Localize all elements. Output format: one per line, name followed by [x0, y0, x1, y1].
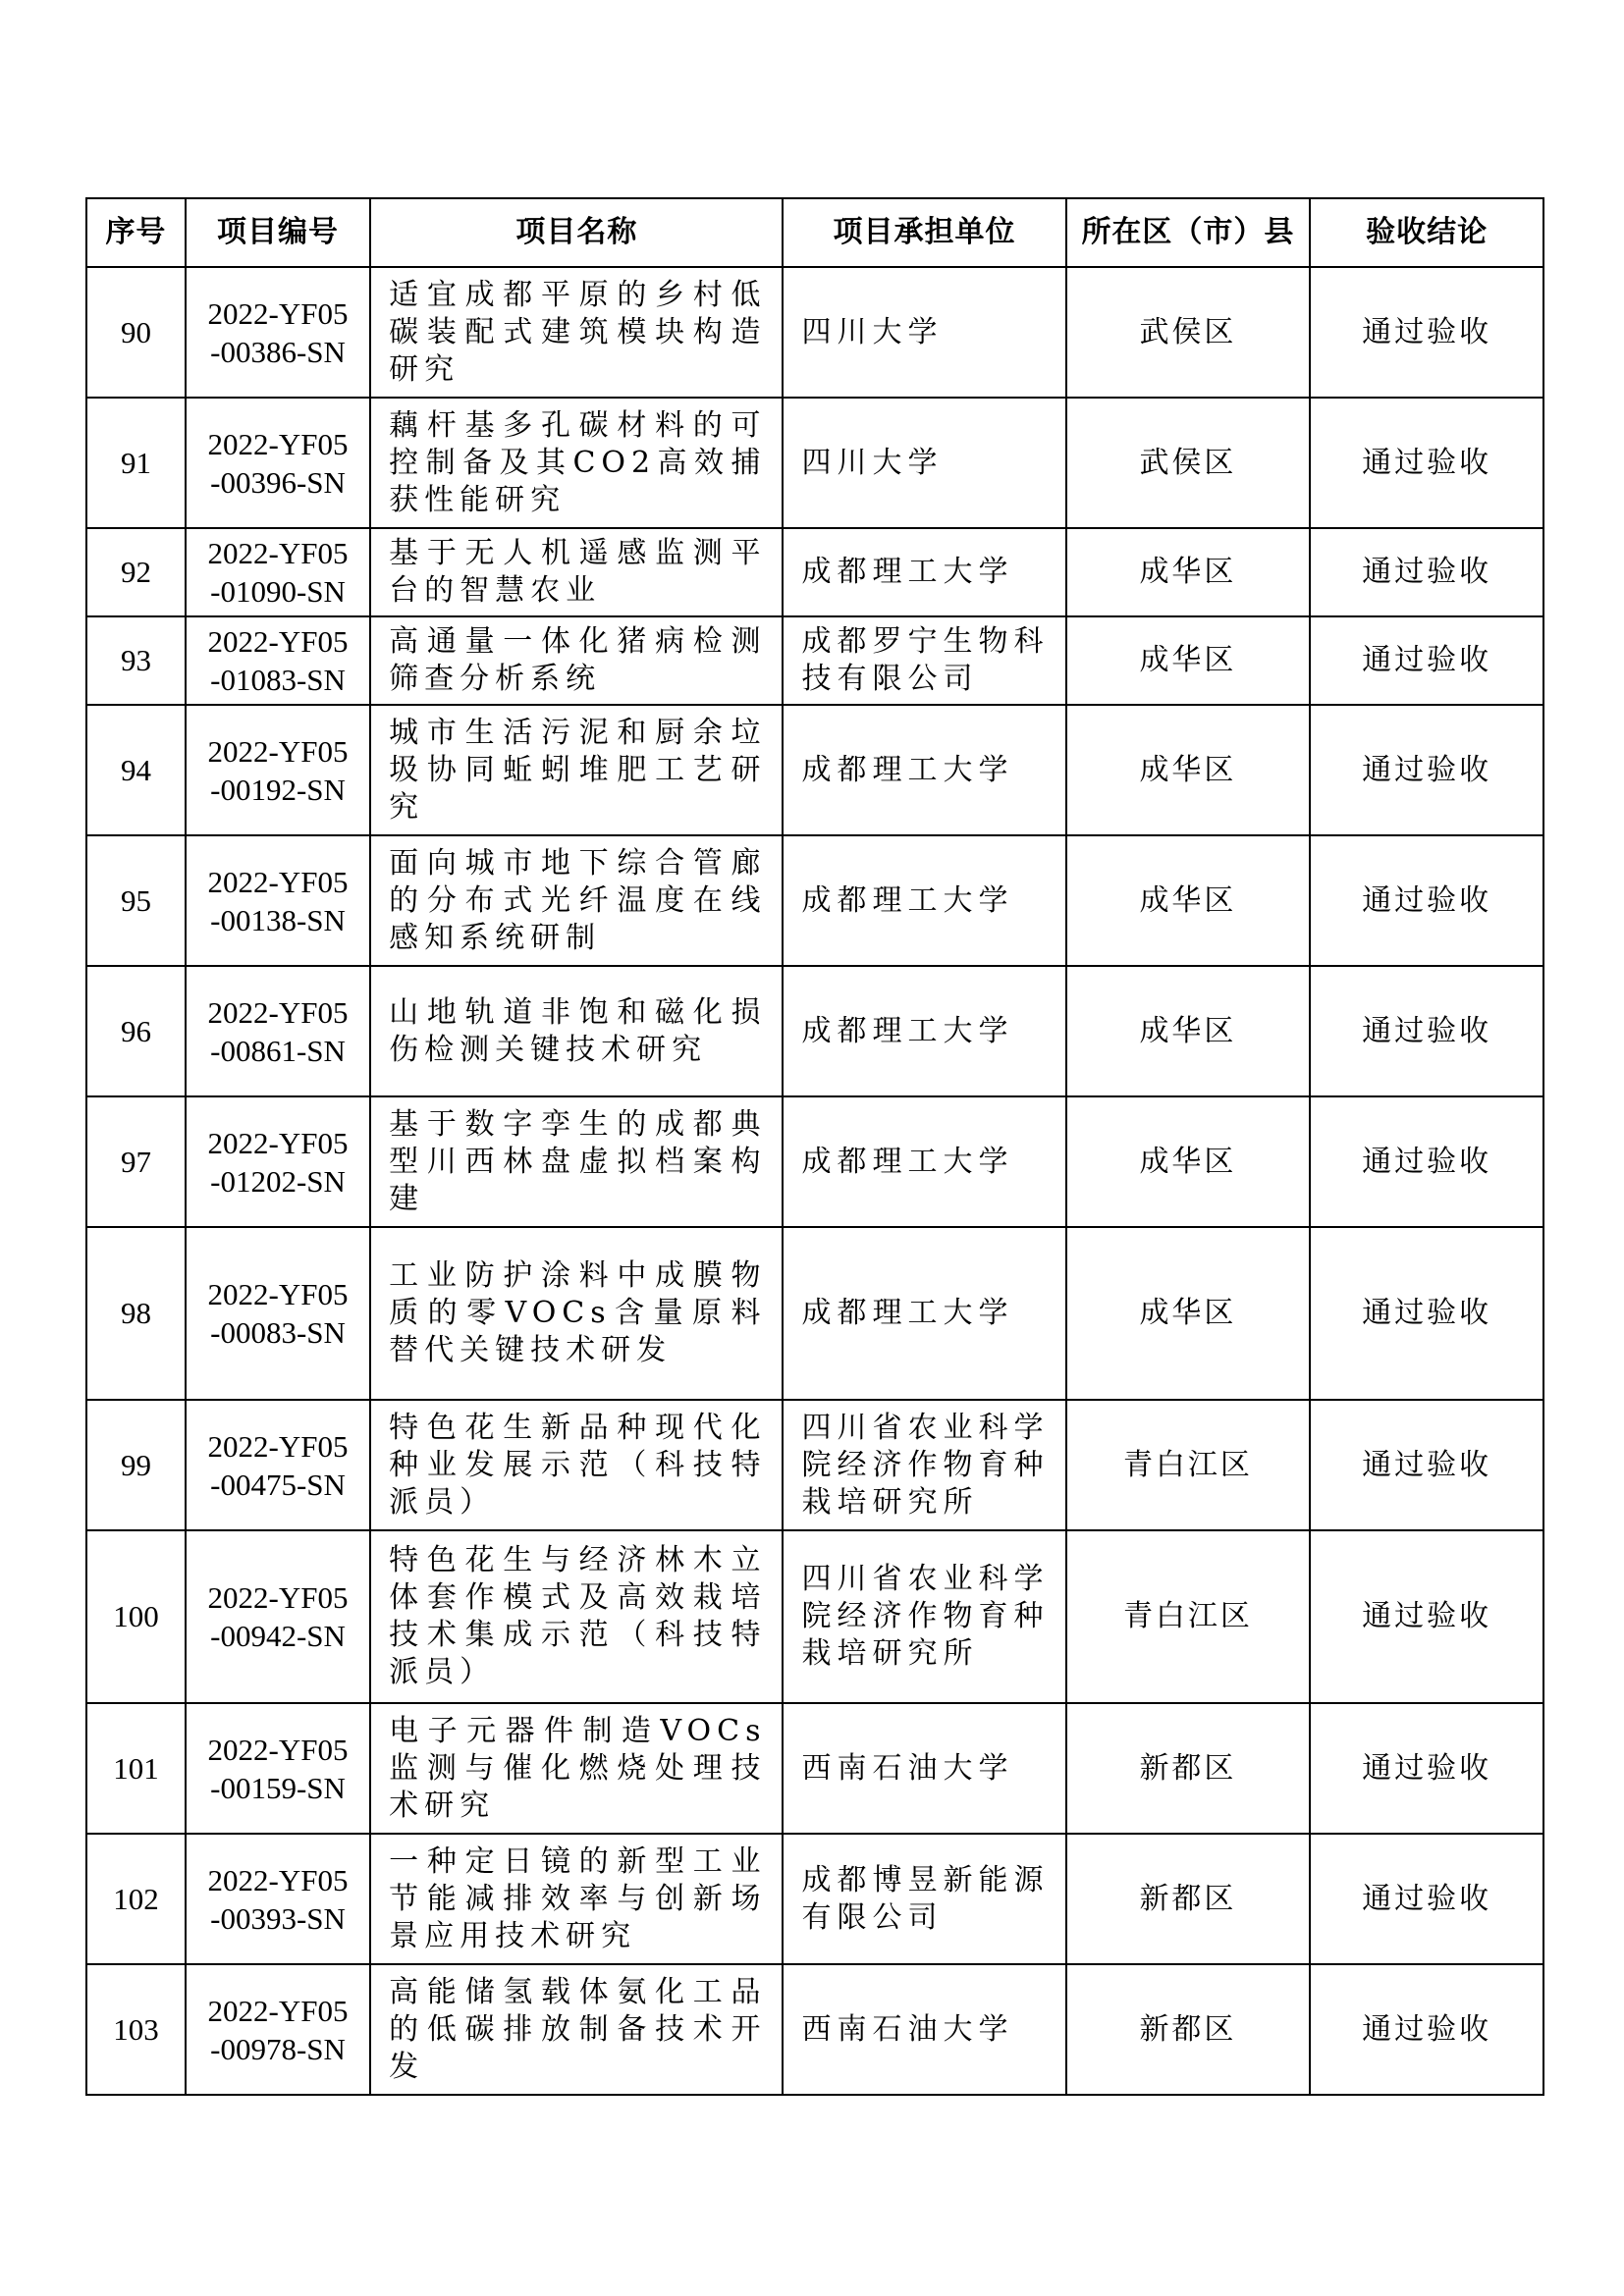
cell-name: 一种定日镜的新型工业节能减排效率与创新场景应用技术研究: [370, 1834, 783, 1964]
table-row: [86, 1400, 1543, 1530]
cell-unit: 四川省农业科学院经济作物育种栽培研究所: [783, 1400, 1065, 1530]
code-line-2: -00386-SN: [210, 334, 346, 369]
acceptance-table-container: [85, 197, 1544, 2096]
table-row: [86, 267, 1543, 398]
code-line-1: 2022-YF05: [207, 624, 349, 659]
cell-seq: 100: [86, 1530, 186, 1703]
code-line-2: -01202-SN: [210, 1163, 346, 1199]
code-line-2: -00396-SN: [210, 464, 346, 500]
cell-name: 城市生活污泥和厨余垃圾协同蚯蚓堆肥工艺研究: [370, 705, 783, 835]
cell-name: 适宜成都平原的乡村低碳装配式建筑模块构造研究: [370, 267, 783, 398]
cell-unit: 四川大学: [783, 267, 1065, 398]
cell-unit: 成都理工大学: [783, 1096, 1065, 1227]
cell-name: 高通量一体化猪病检测筛查分析系统: [370, 616, 783, 705]
code-line-2: -00192-SN: [210, 772, 346, 807]
cell-seq: 94: [86, 705, 186, 835]
cell-code: [186, 1703, 370, 1834]
cell-code: [186, 267, 370, 398]
header-code: 项目编号: [186, 198, 370, 267]
cell-result: 通过验收: [1310, 528, 1543, 616]
cell-seq: 97: [86, 1096, 186, 1227]
code-line-1: 2022-YF05: [207, 994, 349, 1030]
cell-name: 电子元器件制造VOCs监测与催化燃烧处理技术研究: [370, 1703, 783, 1834]
cell-unit: 成都博昱新能源有限公司: [783, 1834, 1065, 1964]
cell-code: [186, 528, 370, 616]
cell-result: 通过验收: [1310, 398, 1543, 528]
code-line-2: -00861-SN: [210, 1033, 346, 1068]
cell-result: 通过验收: [1310, 1703, 1543, 1834]
table-row: [86, 1530, 1543, 1703]
cell-name: 特色花生与经济林木立体套作模式及高效栽培技术集成示范（科技特派员）: [370, 1530, 783, 1703]
table-row: [86, 835, 1543, 966]
cell-code: [186, 1096, 370, 1227]
cell-seq: 93: [86, 616, 186, 705]
cell-unit: 成都理工大学: [783, 835, 1065, 966]
cell-unit: 成都理工大学: [783, 966, 1065, 1096]
cell-district: 新都区: [1066, 1703, 1311, 1834]
cell-code: [186, 966, 370, 1096]
table-header-row: [86, 198, 1543, 267]
cell-result: 通过验收: [1310, 616, 1543, 705]
header-result: 验收结论: [1310, 198, 1543, 267]
cell-name: 山地轨道非饱和磁化损伤检测关键技术研究: [370, 966, 783, 1096]
table-row: [86, 1964, 1543, 2095]
code-line-1: 2022-YF05: [207, 733, 349, 769]
table-row: [86, 398, 1543, 528]
cell-code: [186, 835, 370, 966]
code-line-2: -00138-SN: [210, 902, 346, 937]
cell-seq: 91: [86, 398, 186, 528]
cell-unit: 四川省农业科学院经济作物育种栽培研究所: [783, 1530, 1065, 1703]
cell-unit: 成都理工大学: [783, 1227, 1065, 1400]
table-row: [86, 1227, 1543, 1400]
table-row: [86, 528, 1543, 616]
cell-result: 通过验收: [1310, 1400, 1543, 1530]
cell-result: 通过验收: [1310, 1964, 1543, 2095]
header-unit: 项目承担单位: [783, 198, 1065, 267]
cell-unit: 西南石油大学: [783, 1964, 1065, 2095]
cell-district: 成华区: [1066, 1096, 1311, 1227]
cell-unit: 成都理工大学: [783, 528, 1065, 616]
code-line-1: 2022-YF05: [207, 1862, 349, 1897]
cell-district: 武侯区: [1066, 398, 1311, 528]
cell-district: 成华区: [1066, 528, 1311, 616]
cell-unit: 成都罗宁生物科技有限公司: [783, 616, 1065, 705]
code-line-1: 2022-YF05: [207, 1277, 349, 1311]
code-line-1: 2022-YF05: [207, 1125, 349, 1160]
cell-unit: 成都理工大学: [783, 705, 1065, 835]
cell-result: 通过验收: [1310, 835, 1543, 966]
cell-code: [186, 1834, 370, 1964]
code-line-1: 2022-YF05: [207, 1993, 349, 2028]
table-row: [86, 705, 1543, 835]
cell-code: [186, 1964, 370, 2095]
cell-seq: 90: [86, 267, 186, 398]
table-row: [86, 966, 1543, 1096]
code-line-1: 2022-YF05: [207, 864, 349, 899]
table-row: [86, 1703, 1543, 1834]
cell-name: 高能储氢载体氨化工品的低碳排放制备技术开发: [370, 1964, 783, 2095]
code-line-2: -00475-SN: [210, 1467, 346, 1502]
code-line-2: -00942-SN: [210, 1619, 346, 1653]
cell-seq: 95: [86, 835, 186, 966]
cell-result: 通过验收: [1310, 267, 1543, 398]
cell-name: 工业防护涂料中成膜物质的零VOCs含量原料替代关键技术研发: [370, 1227, 783, 1400]
header-name: 项目名称: [370, 198, 783, 267]
header-district: 所在区（市）县: [1066, 198, 1311, 267]
cell-code: [186, 1530, 370, 1703]
code-line-1: 2022-YF05: [207, 1428, 349, 1464]
code-line-2: -00393-SN: [210, 1900, 346, 1936]
cell-district: 新都区: [1066, 1834, 1311, 1964]
cell-seq: 101: [86, 1703, 186, 1834]
cell-name: 特色花生新品种现代化种业发展示范（科技特派员）: [370, 1400, 783, 1530]
cell-seq: 96: [86, 966, 186, 1096]
code-line-2: -01083-SN: [210, 663, 346, 697]
table-row: [86, 1096, 1543, 1227]
cell-district: 武侯区: [1066, 267, 1311, 398]
code-line-1: 2022-YF05: [207, 295, 349, 331]
cell-district: 成华区: [1066, 705, 1311, 835]
cell-name: 面向城市地下综合管廊的分布式光纤温度在线感知系统研制: [370, 835, 783, 966]
cell-result: 通过验收: [1310, 1834, 1543, 1964]
cell-code: [186, 705, 370, 835]
cell-district: 新都区: [1066, 1964, 1311, 2095]
cell-name: 基于数字孪生的成都典型川西林盘虚拟档案构建: [370, 1096, 783, 1227]
cell-name: 基于无人机遥感监测平台的智慧农业: [370, 528, 783, 616]
cell-result: 通过验收: [1310, 1096, 1543, 1227]
code-line-1: 2022-YF05: [207, 1732, 349, 1767]
cell-district: 青白江区: [1066, 1400, 1311, 1530]
cell-district: 成华区: [1066, 616, 1311, 705]
cell-code: [186, 1227, 370, 1400]
cell-seq: 102: [86, 1834, 186, 1964]
cell-code: [186, 616, 370, 705]
cell-seq: 103: [86, 1964, 186, 2095]
code-line-1: 2022-YF05: [207, 426, 349, 461]
code-line-2: -00083-SN: [210, 1315, 346, 1350]
cell-seq: 92: [86, 528, 186, 616]
cell-unit: 西南石油大学: [783, 1703, 1065, 1834]
cell-result: 通过验收: [1310, 1227, 1543, 1400]
cell-unit: 四川大学: [783, 398, 1065, 528]
cell-seq: 98: [86, 1227, 186, 1400]
cell-name: 藕杆基多孔碳材料的可控制备及其CO2高效捕获性能研究: [370, 398, 783, 528]
cell-district: 成华区: [1066, 835, 1311, 966]
cell-district: 成华区: [1066, 966, 1311, 1096]
cell-district: 青白江区: [1066, 1530, 1311, 1703]
table-row: [86, 616, 1543, 705]
code-line-2: -01090-SN: [210, 574, 346, 609]
cell-result: 通过验收: [1310, 1530, 1543, 1703]
cell-result: 通过验收: [1310, 966, 1543, 1096]
acceptance-table: [85, 197, 1544, 2096]
cell-code: [186, 398, 370, 528]
table-row: [86, 1834, 1543, 1964]
code-line-1: 2022-YF05: [207, 1580, 349, 1615]
cell-district: 成华区: [1066, 1227, 1311, 1400]
code-line-1: 2022-YF05: [207, 536, 349, 570]
code-line-2: -00978-SN: [210, 2031, 346, 2066]
cell-result: 通过验收: [1310, 705, 1543, 835]
header-seq: 序号: [86, 198, 186, 267]
code-line-2: -00159-SN: [210, 1770, 346, 1805]
cell-seq: 99: [86, 1400, 186, 1530]
cell-code: [186, 1400, 370, 1530]
